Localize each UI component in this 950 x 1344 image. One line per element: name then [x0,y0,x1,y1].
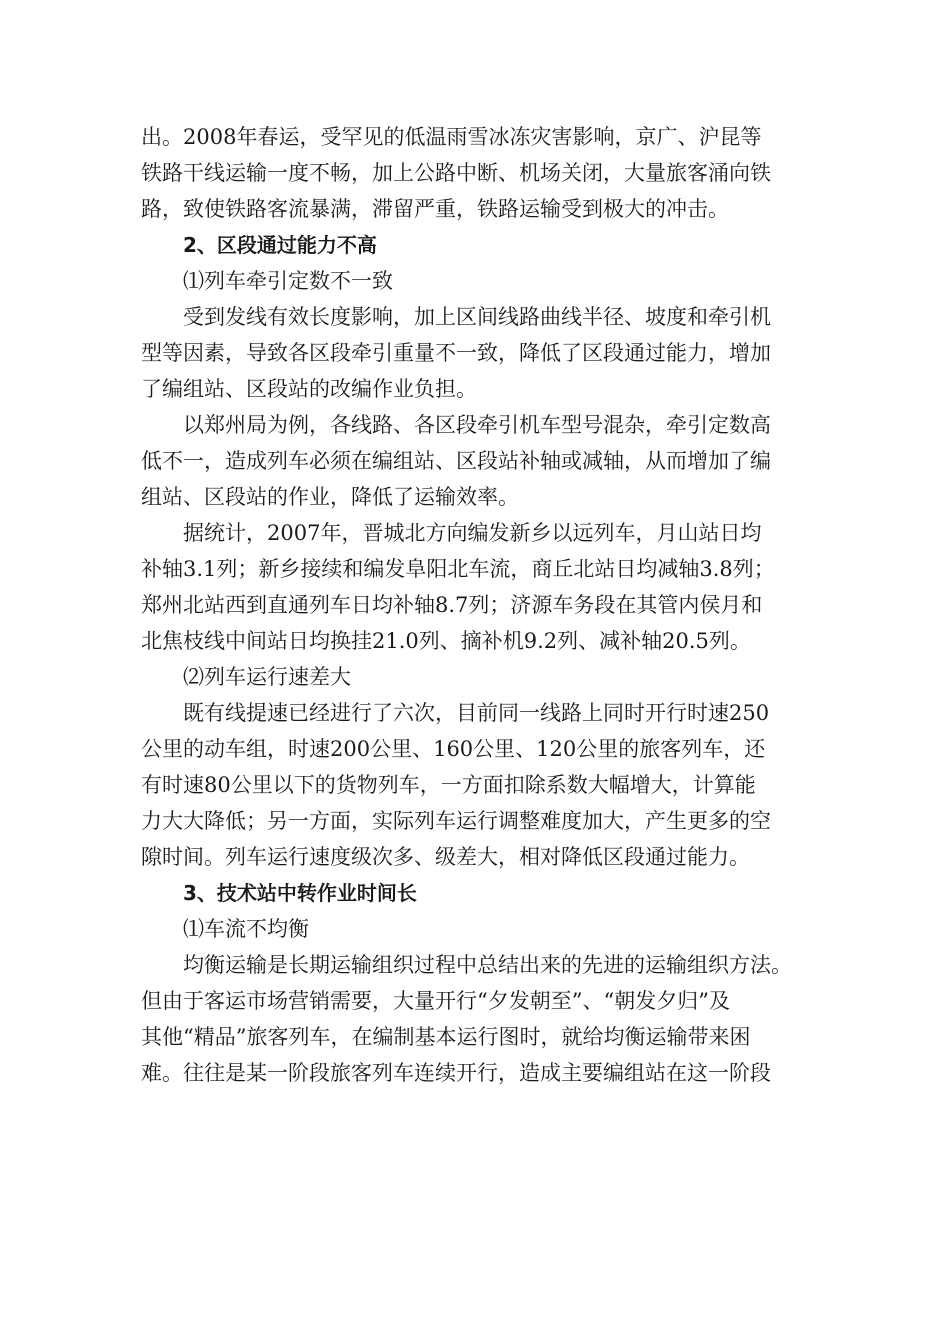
text-line: 据统计，2007年，晋城北方向编发新乡以远列车，月山站日均 [183,521,762,545]
text-line: 组站、区段站的作业，降低了运输效率。 [141,485,519,509]
text-line: 力大大降低；另一方面，实际列车运行调整难度加大，产生更多的空 [141,809,771,833]
section-heading: 3、技术站中转作业时间长 [183,881,417,905]
text-line: 隙时间。列车运行速度级次多、级差大，相对降低区段通过能力。 [141,845,750,869]
section-heading: 2、区段通过能力不高 [183,233,377,257]
text-line: 有时速80公里以下的货物列车，一方面扣除系数大幅增大，计算能 [141,773,756,797]
text-line: 均衡运输是长期运输组织过程中总结出来的先进的运输组织方法。 [183,953,792,977]
text-line: 铁路干线运输一度不畅，加上公路中断、机场关闭，大量旅客涌向铁 [141,161,771,185]
text-line: 但由于客运市场营销需要，大量开行“夕发朝至”、“朝发夕归”及 [141,989,730,1013]
text-line: 郑州北站西到直通列车日均补轴8.7列；济源车务段在其管内侯月和 [141,593,763,617]
text-line: 低不一，造成列车必须在编组站、区段站补轴或减轴，从而增加了编 [141,449,771,473]
subsection-heading: ⑴车流不均衡 [183,917,309,941]
subsection-heading: ⑵列车运行速差大 [183,665,351,689]
text-line: 路，致使铁路客流暴满，滞留严重，铁路运输受到极大的冲击。 [141,197,729,221]
text-line: 难。往往是某一阶段旅客列车连续开行，造成主要编组站在这一阶段 [141,1061,771,1085]
text-line: 了编组站、区段站的改编作业负担。 [141,377,477,401]
text-line: 其他“精品”旅客列车，在编制基本运行图时，就给均衡运输带来困 [141,1025,751,1049]
text-line: 补轴3.1列；新乡接续和编发阜阳北车流，商丘北站日均减轴3.8列； [141,557,775,581]
text-line: 受到发线有效长度影响，加上区间线路曲线半径、坡度和牵引机 [183,305,771,329]
text-line: 既有线提速已经进行了六次，目前同一线路上同时开行时速250 [183,701,770,725]
body-text [141,119,821,1091]
text-line: 以郑州局为例，各线路、各区段牵引机车型号混杂，牵引定数高 [183,413,771,437]
text-line: 型等因素，导致各区段牵引重量不一致，降低了区段通过能力，增加 [141,341,771,365]
text-line: 北焦枝线中间站日均换挂21.0列、摘补机9.2列、减补轴20.5列。 [141,629,751,653]
text-line: 出。2008年春运，受罕见的低温雨雪冰冻灾害影响，京广、沪昆等 [141,125,762,149]
subsection-heading: ⑴列车牵引定数不一致 [183,269,393,293]
text-line: 公里的动车组，时速200公里、160公里、120公里的旅客列车，还 [141,737,766,761]
